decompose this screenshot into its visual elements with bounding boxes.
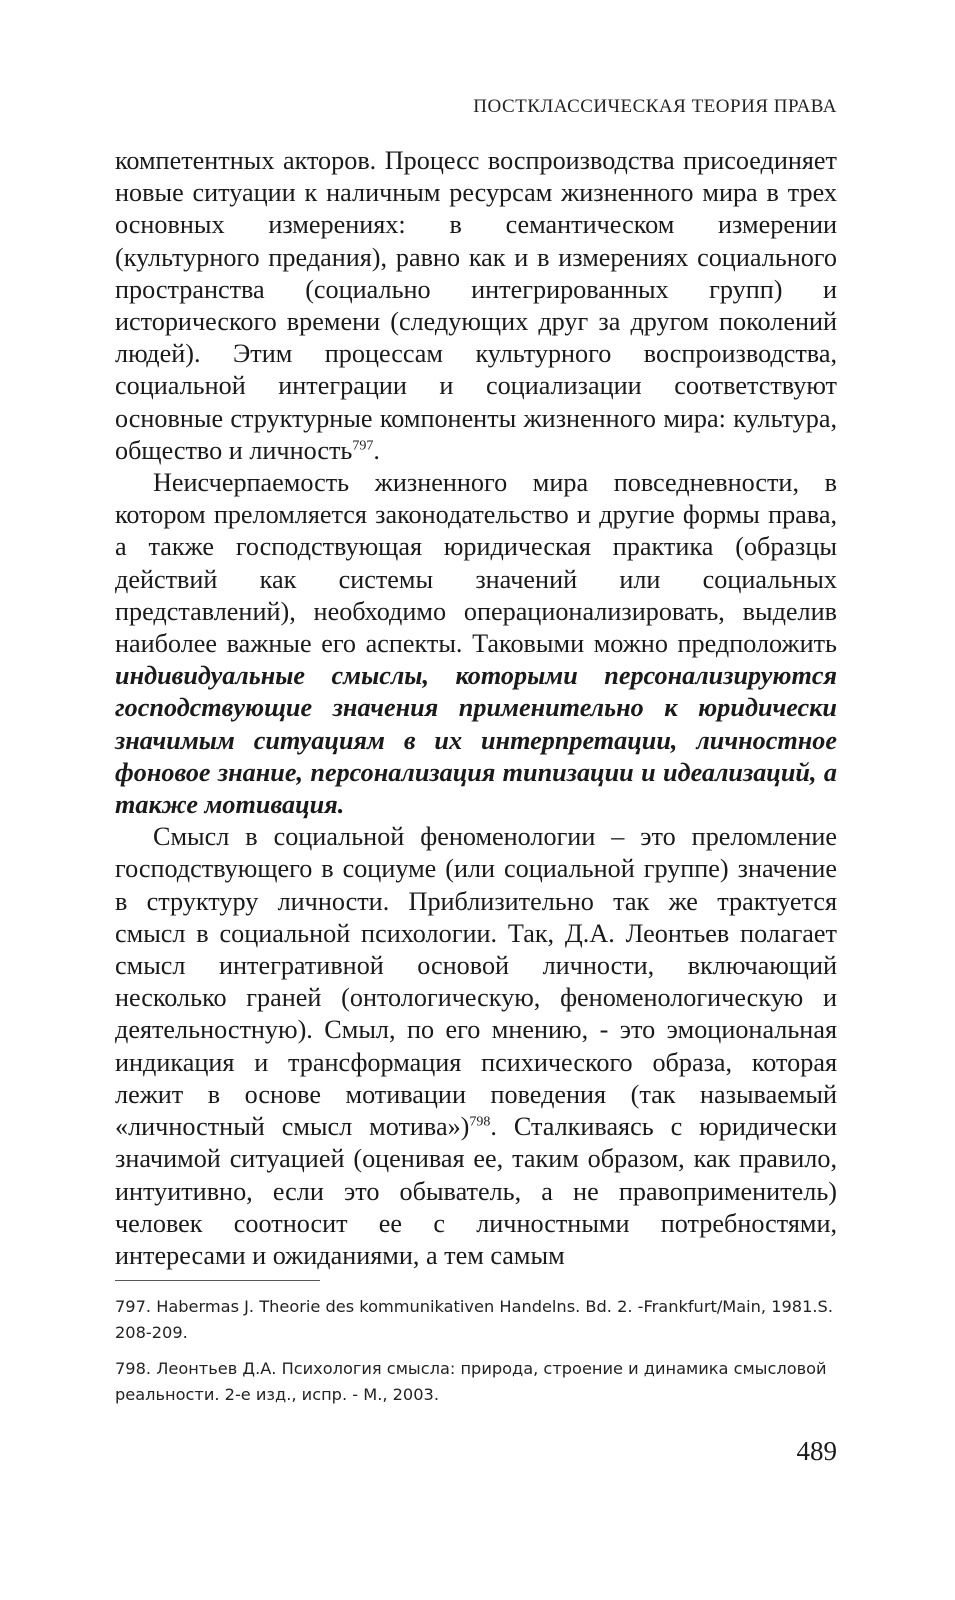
running-head: ПОСТКЛАССИЧЕСКАЯ ТЕОРИЯ ПРАВА <box>473 96 837 117</box>
paragraph-3-text: Смысл в социальной феноменологии – это преломление господствующего в социуме (или социальной группе) значение в структуру личности. Приблизительно так же трактуется смысл в социальной психологии. Так, Д.А. Леонтьев полагает смысл интегративной основой личности, включающий несколько граней (онтологическую, феноменологическую и деятельностную). Смыл, по его мнению, - это эмоциональная индикация и трансформация психического образа, которая лежит в основе мотивации поведения (так называемый «личностный смысл мотива») <box>115 822 837 1142</box>
paragraph-3 <box>115 821 837 1272</box>
paragraph-3-tail: . Сталкиваясь с юридически значимой ситуацией (оценивая ее, таким образом, как правило, интуитивно, если это обыватель, а не правоприменитель) человек соотносит ее с личностными потребностями, интересами и ожиданиями, а тем самым <box>115 1112 837 1270</box>
paragraph-2 <box>115 467 837 821</box>
footnote-ref-797[interactable]: 797 <box>352 438 374 454</box>
page-number: 489 <box>796 1436 837 1466</box>
paragraph-1-text: компетентных акторов. Процесс воспроизводства присоединяет новые ситуации к наличным ресурсам жизненного мира в трех основных измерениях: в семантическом измерении (культурного предания), равно как и в измерениях социального пространства (социально интегрированных групп) и исторического времени (следующих друг за другом поколений людей). Этим процессам культурного воспроизводства, социальной интеграции и социализации соответствуют основные структурные компоненты жизненного мира: культура, общество и личность <box>115 146 837 465</box>
paragraph-2-text: Неисчерпаемость жизненного мира повседневности, в котором преломляется законодательство и другие формы права, а также господствующая юридическая практика (образцы действий как системы значений или социальных представлений), необходимо операционализировать, выделив наиболее важные его аспекты. Таковыми можно предположить <box>115 468 837 659</box>
footnotes <box>115 1294 837 1418</box>
footnote-divider <box>115 1280 320 1281</box>
paragraph-2-emphasis: индивидуальные смыслы, которыми персонализируются господствующие значения применительно к юридически значимым ситуациям в их интерпретации, личностное фоновое знание, персонализация типизации и идеализаций, а также мотивация. <box>115 661 837 820</box>
main-text <box>115 145 837 1272</box>
footnote-798: 798. Леонтьев Д.А. Психология смысла: природа, строение и динамика смысловой реальности. 2-е изд., испр. - М., 2003. <box>115 1359 827 1404</box>
paragraph-1-tail: . <box>373 435 380 465</box>
footnote-ref-798[interactable]: 798 <box>469 1114 491 1130</box>
footnote-797: 797. Habermas J. Theorie des kommunikativen Handelns. Bd. 2. -Frankfurt/Main, 1981.S. 208-209. <box>115 1297 833 1342</box>
paragraph-1 <box>115 145 837 467</box>
